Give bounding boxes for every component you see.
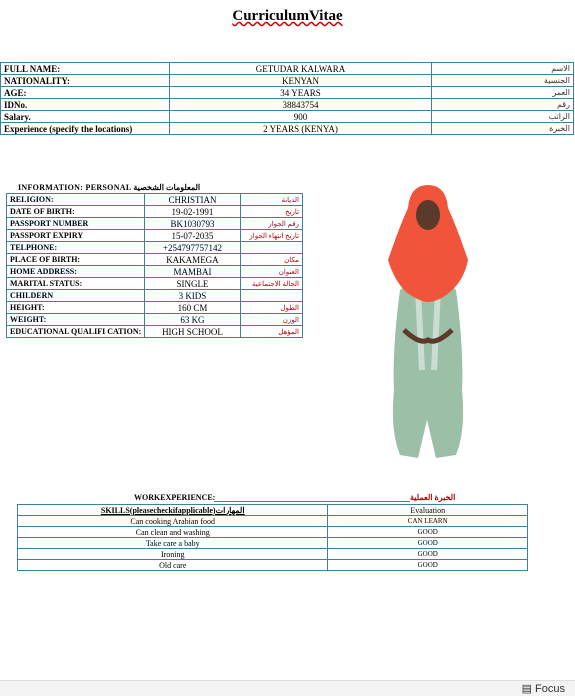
skill-row [18,538,528,549]
skill-row [18,527,528,538]
main-info-label: FULL NAME: [1,63,170,75]
personal-info-row [7,290,303,302]
personal-info-arabic: رقم الجواز [240,218,302,230]
personal-info-row [7,194,303,206]
main-info-table [0,62,574,135]
personal-info-label: HOME ADDRESS: [7,266,145,278]
skill-evaluation: GOOD [328,527,528,538]
personal-info-value: 63 KG [145,314,240,326]
status-bar [0,680,575,696]
personal-info-table [6,193,303,338]
main-info-arabic: الجنسية [432,75,574,87]
skills-table [17,504,528,571]
skill-name: Can clean and washing [18,527,328,538]
personal-info-label: PASSPORT EXPIRY [7,230,145,242]
personal-info-value: 19-02-1991 [145,206,240,218]
main-info-label: Experience (specify the locations) [1,123,170,135]
main-info-value: 34 YEARS [170,87,432,99]
main-info-label: NATIONALITY: [1,75,170,87]
personal-info-value: HIGH SCHOOL [145,326,240,338]
personal-info-row [7,230,303,242]
main-info-value: 2 YEARS (KENYA) [170,123,432,135]
personal-info-row [7,206,303,218]
personal-info-arabic: مكان [240,254,302,266]
skill-evaluation: GOOD [328,549,528,560]
document-title: CurriculumVitae [232,8,343,24]
skill-evaluation: GOOD [328,538,528,549]
personal-info-row [7,326,303,338]
personal-info-row [7,218,303,230]
skill-name: Take care a baby [18,538,328,549]
personal-info-row [7,278,303,290]
main-info-arabic: الاسم [432,63,574,75]
skills-header: SKILLS(pleasecheckifapplicable)المهارات [18,505,328,516]
personal-info-label: PASSPORT NUMBER [7,218,145,230]
main-info-value: GETUDAR KALWARA [170,63,432,75]
personal-info-value: 160 CM [145,302,240,314]
focus-icon: ▤ [521,683,532,695]
main-info-row [1,99,574,111]
personal-info-arabic: الديانة [240,194,302,206]
personal-info-value: 15-07-2035 [145,230,240,242]
personal-info-heading: INFORMATION: PERSONAL المعلومات الشخصية [18,183,201,192]
personal-info-value: KAKAMEGA [145,254,240,266]
skill-evaluation: GOOD [328,560,528,571]
dress [393,278,463,458]
skill-evaluation: CAN LEARN [328,516,528,527]
personal-info-arabic: تاريخ [240,206,302,218]
personal-info-arabic: الطول [240,302,302,314]
main-info-row [1,75,574,87]
skill-name: Old care [18,560,328,571]
personal-info-value: BK1030793 [145,218,240,230]
main-info-row [1,87,574,99]
personal-info-arabic [240,290,302,302]
personal-info-row [7,254,303,266]
main-info-arabic: رقم [432,99,574,111]
focus-button[interactable] [522,682,565,695]
personal-info-value: MAMBAI [145,266,240,278]
main-info-row [1,63,574,75]
personal-info-label: RELIGION: [7,194,145,206]
personal-info-value: SINGLE [145,278,240,290]
skill-name: Can cooking Arabian food [18,516,328,527]
candidate-photo [380,180,475,465]
personal-info-arabic: المؤهل [240,326,302,338]
main-info-value: 38843754 [170,99,432,111]
main-info-value: 900 [170,111,432,123]
main-info-arabic: الراتب [432,111,574,123]
main-info-arabic: العمر [432,87,574,99]
personal-info-label: WEIGHT: [7,314,145,326]
personal-info-arabic: العنوان [240,266,302,278]
main-info-label: Salary. [1,111,170,123]
personal-info-value: CHRISTIAN [145,194,240,206]
personal-info-row [7,302,303,314]
personal-info-value: +254797757142 [145,242,240,254]
focus-label: Focus [535,683,565,695]
main-info-value: KENYAN [170,75,432,87]
main-info-label: AGE: [1,87,170,99]
personal-info-row [7,266,303,278]
personal-info-label: HEIGHT: [7,302,145,314]
main-info-row [1,123,574,135]
skill-row [18,560,528,571]
skill-row [18,516,528,527]
personal-info-row [7,242,303,254]
personal-info-label: DATE OF BIRTH: [7,206,145,218]
personal-info-label: CHILDERN [7,290,145,302]
personal-info-row [7,314,303,326]
skill-name: Ironing [18,549,328,560]
personal-info-label: MARITAL STATUS: [7,278,145,290]
personal-info-arabic: الحالة الاجتماعية [240,278,302,290]
personal-info-label: PLACE OF BIRTH: [7,254,145,266]
main-info-arabic: الخبرة [432,123,574,135]
evaluation-header: Evaluation [328,505,528,516]
personal-info-arabic: تاريخ انتهاء الجواز [240,230,302,242]
personal-info-label: EDUCATIONAL QUALIFI CATION: [7,326,145,338]
personal-info-arabic: الوزن [240,314,302,326]
personal-info-value: 3 KIDS [145,290,240,302]
main-info-row [1,111,574,123]
skill-row [18,549,528,560]
face [416,200,440,230]
personal-info-label: TELPHONE: [7,242,145,254]
personal-info-arabic [240,242,302,254]
main-info-label: IDNo. [1,99,170,111]
